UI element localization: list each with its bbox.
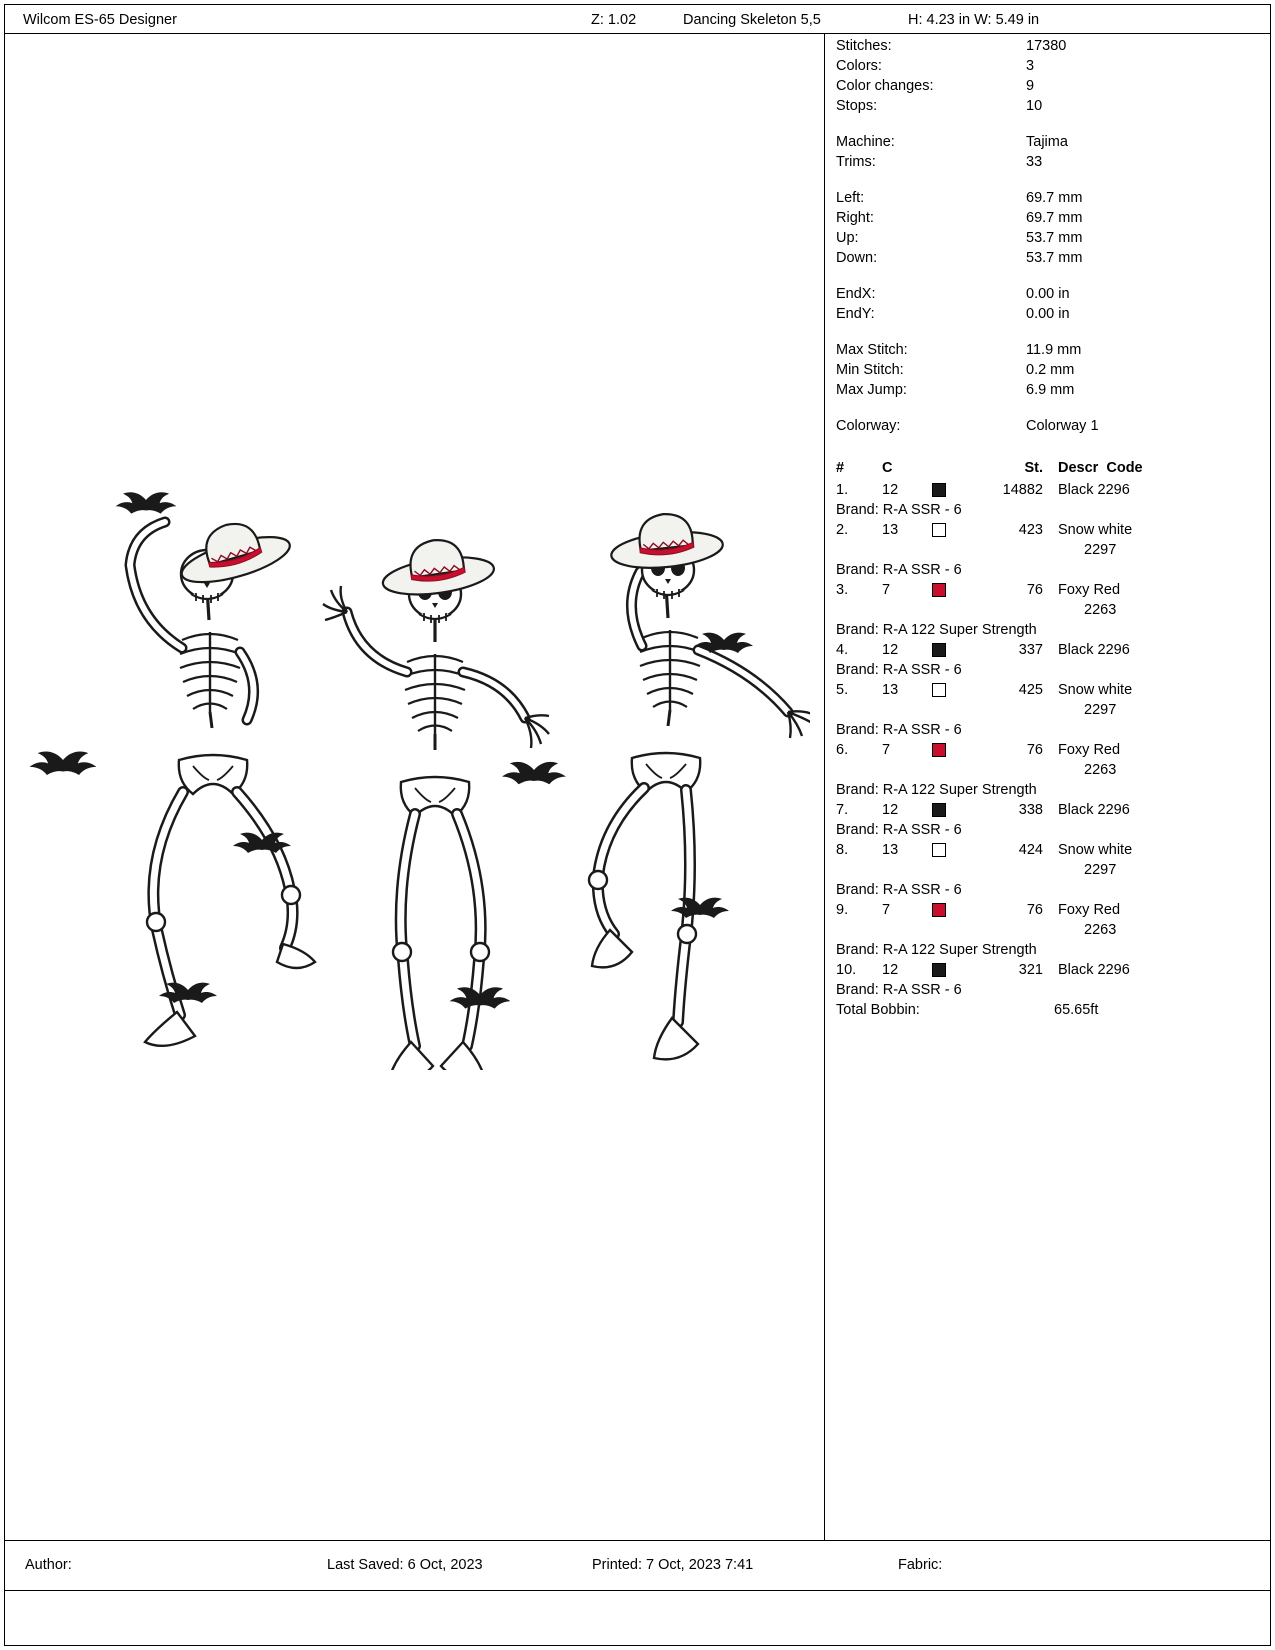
footer-printed: Printed: 7 Oct, 2023 7:41 bbox=[592, 1557, 754, 1573]
brand-label: Brand: R-A SSR - 6 bbox=[836, 722, 962, 738]
row-needle: 7 bbox=[882, 582, 891, 598]
value: 17380 bbox=[1026, 38, 1067, 54]
table-row bbox=[836, 480, 1266, 500]
row-needle: 13 bbox=[882, 842, 899, 858]
code-value: 2263 bbox=[1084, 602, 1117, 618]
brand-row bbox=[836, 780, 1266, 800]
brand-row bbox=[836, 980, 1266, 1000]
label: Max Stitch: bbox=[836, 342, 908, 358]
brand-row bbox=[836, 820, 1266, 840]
value: 10 bbox=[1026, 98, 1043, 114]
row-code-continued bbox=[836, 540, 1266, 560]
row-number: 2. bbox=[836, 522, 849, 538]
info-row-down bbox=[836, 248, 1266, 268]
info-row-colorway bbox=[836, 416, 1266, 436]
label: Right: bbox=[836, 210, 874, 226]
color-swatch bbox=[932, 483, 946, 497]
color-swatch bbox=[932, 843, 946, 857]
brand-row bbox=[836, 660, 1266, 680]
brand-label: Brand: R-A SSR - 6 bbox=[836, 502, 962, 518]
row-number: 3. bbox=[836, 582, 849, 598]
panel-divider bbox=[824, 34, 825, 1540]
row-needle: 13 bbox=[882, 522, 899, 538]
color-table-header bbox=[836, 458, 1266, 480]
row-stitches: 321 bbox=[1018, 962, 1043, 978]
row-stitches: 424 bbox=[1018, 842, 1043, 858]
label: Color changes: bbox=[836, 78, 934, 94]
info-row-max-jump bbox=[836, 380, 1266, 400]
footer-author: Author: bbox=[25, 1557, 72, 1573]
table-row bbox=[836, 740, 1266, 760]
color-swatch bbox=[932, 583, 946, 597]
row-code-continued bbox=[836, 600, 1266, 620]
brand-row bbox=[836, 500, 1266, 520]
row-stitches: 338 bbox=[1018, 802, 1043, 818]
label: Stitches: bbox=[836, 38, 892, 54]
table-row bbox=[836, 640, 1266, 660]
info-row-max-stitch bbox=[836, 340, 1266, 360]
header-stitches: St. bbox=[1024, 460, 1043, 476]
zoom-level: Z: 1.02 bbox=[591, 12, 637, 28]
row-number: 4. bbox=[836, 642, 849, 658]
row-needle: 13 bbox=[882, 682, 899, 698]
spacer bbox=[836, 436, 1266, 452]
row-number: 7. bbox=[836, 802, 849, 818]
value: 6.9 mm bbox=[1026, 382, 1075, 398]
brand-label: Brand: R-A SSR - 6 bbox=[836, 562, 962, 578]
table-row bbox=[836, 900, 1266, 920]
total-bobbin-row bbox=[836, 1000, 1266, 1020]
info-row-stops bbox=[836, 96, 1266, 116]
value: 0.00 in bbox=[1026, 286, 1070, 302]
table-row bbox=[836, 960, 1266, 980]
value: Tajima bbox=[1026, 134, 1068, 150]
spacer bbox=[836, 324, 1266, 340]
label: Down: bbox=[836, 250, 878, 266]
info-row-stitches bbox=[836, 36, 1266, 56]
row-descr-code: Foxy Red bbox=[1058, 742, 1121, 758]
row-needle: 7 bbox=[882, 902, 891, 918]
design-artwork bbox=[20, 430, 810, 1070]
label: Machine: bbox=[836, 134, 895, 150]
info-row-min-stitch bbox=[836, 360, 1266, 380]
info-row-endx bbox=[836, 284, 1266, 304]
header-bar bbox=[5, 5, 1270, 34]
label: EndX: bbox=[836, 286, 876, 302]
row-stitches: 423 bbox=[1018, 522, 1043, 538]
value: 0.00 in bbox=[1026, 306, 1070, 322]
brand-row bbox=[836, 720, 1266, 740]
row-code-continued bbox=[836, 860, 1266, 880]
spacer bbox=[836, 268, 1266, 284]
table-row bbox=[836, 840, 1266, 860]
code-value: 2297 bbox=[1084, 542, 1117, 558]
design-info-panel bbox=[836, 36, 1266, 1020]
code-value: 2297 bbox=[1084, 702, 1117, 718]
footer-last-saved: Last Saved: 6 Oct, 2023 bbox=[327, 1557, 483, 1573]
row-number: 5. bbox=[836, 682, 849, 698]
header-number: # bbox=[836, 460, 845, 476]
value: 0.2 mm bbox=[1026, 362, 1075, 378]
row-stitches: 14882 bbox=[1002, 482, 1043, 498]
brand-row bbox=[836, 560, 1266, 580]
table-row bbox=[836, 520, 1266, 540]
info-row-endy bbox=[836, 304, 1266, 324]
spacer bbox=[836, 172, 1266, 188]
row-stitches: 76 bbox=[1026, 582, 1043, 598]
row-descr-code: Snow white bbox=[1058, 842, 1133, 858]
row-descr-code: Black 2296 bbox=[1058, 802, 1130, 818]
brand-row bbox=[836, 620, 1266, 640]
value: 69.7 mm bbox=[1026, 210, 1083, 226]
color-swatch bbox=[932, 803, 946, 817]
label: Left: bbox=[836, 190, 865, 206]
info-row-right bbox=[836, 208, 1266, 228]
label: Colorway: bbox=[836, 418, 901, 434]
row-number: 6. bbox=[836, 742, 849, 758]
value: 69.7 mm bbox=[1026, 190, 1083, 206]
label: EndY: bbox=[836, 306, 875, 322]
label: Min Stitch: bbox=[836, 362, 904, 378]
row-stitches: 425 bbox=[1018, 682, 1043, 698]
value: 53.7 mm bbox=[1026, 230, 1083, 246]
row-stitches: 337 bbox=[1018, 642, 1043, 658]
table-row bbox=[836, 800, 1266, 820]
brand-row bbox=[836, 940, 1266, 960]
design-dimensions: H: 4.23 in W: 5.49 in bbox=[908, 12, 1040, 28]
row-number: 1. bbox=[836, 482, 849, 498]
brand-label: Brand: R-A 122 Super Strength bbox=[836, 622, 1037, 638]
row-descr-code: Black 2296 bbox=[1058, 482, 1130, 498]
brand-label: Brand: R-A 122 Super Strength bbox=[836, 942, 1037, 958]
color-swatch bbox=[932, 643, 946, 657]
table-row bbox=[836, 580, 1266, 600]
row-needle: 12 bbox=[882, 802, 899, 818]
row-needle: 12 bbox=[882, 962, 899, 978]
spacer bbox=[836, 400, 1266, 416]
row-number: 9. bbox=[836, 902, 849, 918]
code-value: 2263 bbox=[1084, 922, 1117, 938]
row-descr-code: Black 2296 bbox=[1058, 962, 1130, 978]
brand-label: Brand: R-A SSR - 6 bbox=[836, 662, 962, 678]
row-stitches: 76 bbox=[1026, 902, 1043, 918]
info-row-trims bbox=[836, 152, 1266, 172]
design-name: Dancing Skeleton 5,5 bbox=[683, 12, 821, 28]
row-code-continued bbox=[836, 760, 1266, 780]
value: 11.9 mm bbox=[1026, 342, 1082, 358]
color-swatch bbox=[932, 683, 946, 697]
brand-label: Brand: R-A SSR - 6 bbox=[836, 982, 962, 998]
label: Trims: bbox=[836, 154, 876, 170]
row-descr-code: Black 2296 bbox=[1058, 642, 1130, 658]
value: 3 bbox=[1026, 58, 1035, 74]
row-stitches: 76 bbox=[1026, 742, 1043, 758]
row-needle: 12 bbox=[882, 642, 899, 658]
row-needle: 7 bbox=[882, 742, 891, 758]
color-swatch bbox=[932, 523, 946, 537]
brand-label: Brand: R-A SSR - 6 bbox=[836, 882, 962, 898]
total-bobbin-value: 65.65ft bbox=[1054, 1002, 1099, 1018]
value: 53.7 mm bbox=[1026, 250, 1083, 266]
footer-bar bbox=[5, 1540, 1270, 1591]
info-row-machine bbox=[836, 132, 1266, 152]
footer-fabric: Fabric: bbox=[898, 1557, 943, 1573]
row-number: 8. bbox=[836, 842, 849, 858]
spacer bbox=[836, 116, 1266, 132]
header-needle: C bbox=[882, 460, 893, 476]
label: Max Jump: bbox=[836, 382, 907, 398]
color-swatch bbox=[932, 963, 946, 977]
row-descr-code: Snow white bbox=[1058, 682, 1133, 698]
value: 9 bbox=[1026, 78, 1035, 94]
brand-label: Brand: R-A 122 Super Strength bbox=[836, 782, 1037, 798]
label: Up: bbox=[836, 230, 859, 246]
total-bobbin-label: Total Bobbin: bbox=[836, 1002, 920, 1018]
value: 33 bbox=[1026, 154, 1043, 170]
info-row-left bbox=[836, 188, 1266, 208]
info-row-color-changes bbox=[836, 76, 1266, 96]
label: Stops: bbox=[836, 98, 878, 114]
info-row-up bbox=[836, 228, 1266, 248]
code-value: 2297 bbox=[1084, 862, 1117, 878]
header-descr-code: Descr Code bbox=[1058, 460, 1143, 476]
value: Colorway 1 bbox=[1026, 418, 1099, 434]
app-title: Wilcom ES-65 Designer bbox=[23, 12, 177, 28]
brand-label: Brand: R-A SSR - 6 bbox=[836, 822, 962, 838]
row-descr-code: Foxy Red bbox=[1058, 902, 1121, 918]
row-code-continued bbox=[836, 700, 1266, 720]
brand-row bbox=[836, 880, 1266, 900]
code-value: 2263 bbox=[1084, 762, 1117, 778]
row-code-continued bbox=[836, 920, 1266, 940]
row-descr-code: Foxy Red bbox=[1058, 582, 1121, 598]
table-row bbox=[836, 680, 1266, 700]
row-needle: 12 bbox=[882, 482, 899, 498]
color-swatch bbox=[932, 903, 946, 917]
label: Colors: bbox=[836, 58, 882, 74]
color-swatch bbox=[932, 743, 946, 757]
info-row-colors bbox=[836, 56, 1266, 76]
row-number: 10. bbox=[836, 962, 857, 978]
row-descr-code: Snow white bbox=[1058, 522, 1133, 538]
